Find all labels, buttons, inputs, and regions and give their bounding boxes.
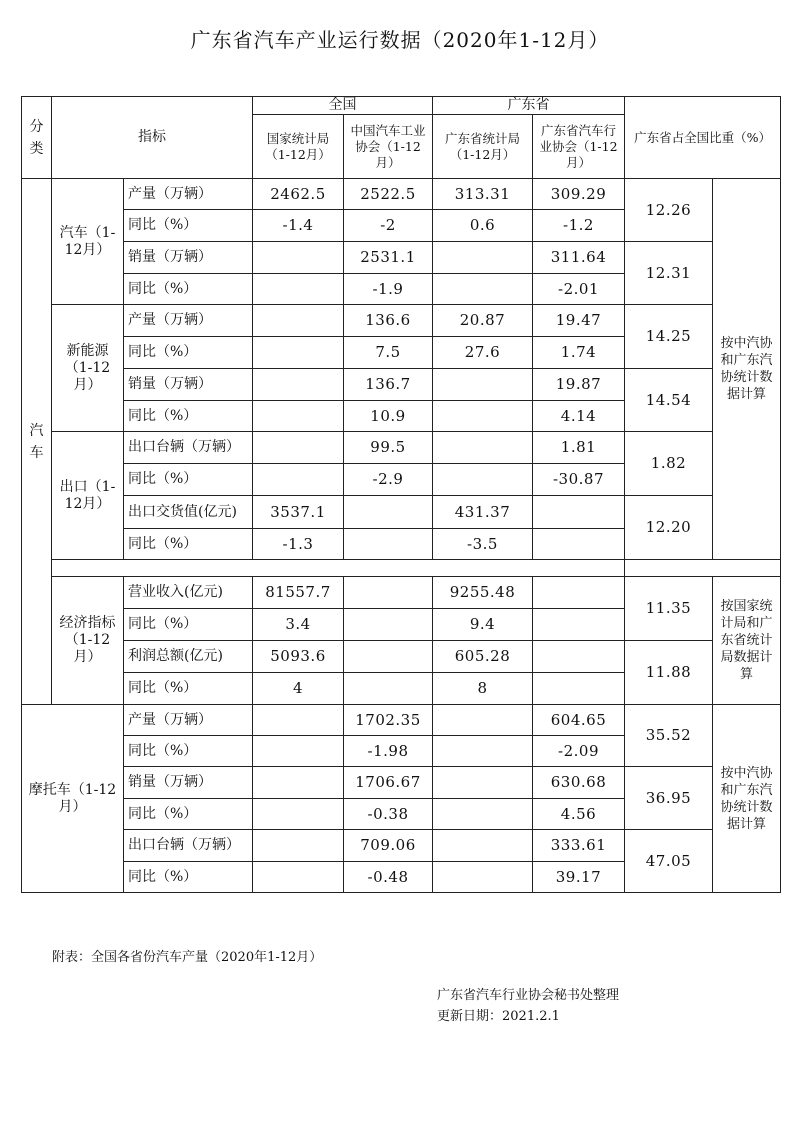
value-gd-stats <box>433 830 533 862</box>
value-gd-stats <box>433 274 533 305</box>
row-label: 销量（万辆） <box>124 369 253 401</box>
value-caam: -1.9 <box>344 274 433 305</box>
organization-note: 广东省汽车行业协会秘书处整理 <box>437 988 620 1003</box>
page-title: 广东省汽车产业运行数据（2020年1-12月） <box>190 28 610 52</box>
share-value: 11.35 <box>625 577 713 641</box>
value-nbs: 3537.1 <box>253 496 344 529</box>
value-gd-stats: 9255.48 <box>433 577 533 609</box>
value-gd-stats: 431.37 <box>433 496 533 529</box>
value-gd-assoc: 630.68 <box>533 767 625 799</box>
value-caam: -0.38 <box>344 799 433 830</box>
value-caam: 2522.5 <box>344 179 433 210</box>
value-gd-stats <box>433 401 533 432</box>
group-export: 出口（1-12月） <box>52 432 124 560</box>
value-gd-stats <box>433 242 533 274</box>
value-gd-stats: 20.87 <box>433 305 533 337</box>
value-caam <box>344 577 433 609</box>
header-gd-assoc: 广东省汽车行业协会（1-12月） <box>533 115 625 179</box>
row-label: 产量（万辆） <box>124 305 253 337</box>
header-caam: 中国汽车工业协会（1-12月） <box>344 115 433 179</box>
share-value: 36.95 <box>625 767 713 830</box>
value-caam: 7.5 <box>344 337 433 369</box>
row-label: 同比（%） <box>124 337 253 369</box>
value-gd-assoc: 311.64 <box>533 242 625 274</box>
value-gd-stats: 0.6 <box>433 210 533 242</box>
value-nbs <box>253 736 344 767</box>
value-gd-stats: 9.4 <box>433 609 533 641</box>
value-gd-assoc <box>533 496 625 529</box>
value-nbs <box>253 799 344 830</box>
row-label: 出口台辆（万辆） <box>124 432 253 464</box>
value-caam <box>344 529 433 560</box>
value-gd-stats: 27.6 <box>433 337 533 369</box>
value-gd-assoc <box>533 641 625 673</box>
header-gd-stats: 广东省统计局（1-12月） <box>433 115 533 179</box>
row-label: 出口台辆（万辆） <box>124 830 253 862</box>
value-caam: -2 <box>344 210 433 242</box>
value-nbs: 5093.6 <box>253 641 344 673</box>
value-caam <box>344 496 433 529</box>
value-nbs: 81557.7 <box>253 577 344 609</box>
header-nbs: 国家统计局（1-12月） <box>253 115 344 179</box>
value-caam: 136.6 <box>344 305 433 337</box>
value-nbs <box>253 767 344 799</box>
row-label: 同比（%） <box>124 401 253 432</box>
value-gd-assoc <box>533 673 625 705</box>
row-label: 利润总额(亿元) <box>124 641 253 673</box>
value-caam: 1706.67 <box>344 767 433 799</box>
update-date: 更新日期：2021.2.1 <box>437 1009 560 1024</box>
section-spacer-share <box>625 560 781 577</box>
value-gd-stats <box>433 705 533 736</box>
value-gd-stats <box>433 432 533 464</box>
value-gd-stats <box>433 862 533 893</box>
value-caam: 136.7 <box>344 369 433 401</box>
value-gd-assoc <box>533 577 625 609</box>
value-caam <box>344 641 433 673</box>
share-value: 14.25 <box>625 305 713 369</box>
group-nev: 新能源（1-12月） <box>52 305 124 432</box>
value-nbs <box>253 305 344 337</box>
value-caam: 1702.35 <box>344 705 433 736</box>
row-label: 同比（%） <box>124 609 253 641</box>
appendix-note: 附表：全国各省份汽车产量（2020年1-12月） <box>52 950 323 965</box>
value-gd-assoc: 4.56 <box>533 799 625 830</box>
row-label: 同比（%） <box>124 736 253 767</box>
value-caam: -2.9 <box>344 464 433 496</box>
value-caam <box>344 609 433 641</box>
value-nbs <box>253 274 344 305</box>
value-gd-assoc: -30.87 <box>533 464 625 496</box>
value-gd-stats: 605.28 <box>433 641 533 673</box>
row-label: 产量（万辆） <box>124 179 253 210</box>
share-value: 12.31 <box>625 242 713 305</box>
value-gd-assoc: 19.47 <box>533 305 625 337</box>
header-indicator: 指标 <box>52 97 253 179</box>
value-caam: -0.48 <box>344 862 433 893</box>
value-gd-stats: 8 <box>433 673 533 705</box>
row-label: 销量（万辆） <box>124 767 253 799</box>
value-gd-stats <box>433 799 533 830</box>
value-gd-assoc: -2.01 <box>533 274 625 305</box>
row-label: 同比（%） <box>124 464 253 496</box>
method-note: 按中汽协和广东汽协统计数据计算 <box>713 705 781 893</box>
value-nbs: 2462.5 <box>253 179 344 210</box>
value-nbs: 4 <box>253 673 344 705</box>
value-nbs <box>253 862 344 893</box>
value-gd-assoc: 333.61 <box>533 830 625 862</box>
value-caam: -1.98 <box>344 736 433 767</box>
value-nbs: 3.4 <box>253 609 344 641</box>
method-note: 按国家统计局和广东省统计局数据计算 <box>713 577 781 705</box>
value-gd-assoc <box>533 529 625 560</box>
value-gd-assoc: 1.74 <box>533 337 625 369</box>
row-label: 营业收入(亿元) <box>124 577 253 609</box>
value-caam: 709.06 <box>344 830 433 862</box>
value-nbs <box>253 242 344 274</box>
value-gd-stats: -3.5 <box>433 529 533 560</box>
value-gd-assoc: 4.14 <box>533 401 625 432</box>
group-moto: 摩托车（1-12月） <box>22 705 124 893</box>
value-nbs <box>253 830 344 862</box>
row-label: 同比（%） <box>124 529 253 560</box>
share-value: 35.52 <box>625 705 713 767</box>
value-gd-stats <box>433 464 533 496</box>
value-nbs <box>253 705 344 736</box>
value-gd-assoc: 19.87 <box>533 369 625 401</box>
value-gd-assoc <box>533 609 625 641</box>
value-caam <box>344 673 433 705</box>
value-nbs <box>253 464 344 496</box>
value-gd-stats <box>433 767 533 799</box>
category-auto: 汽车 <box>22 179 52 705</box>
value-gd-assoc: 1.81 <box>533 432 625 464</box>
share-value: 12.26 <box>625 179 713 242</box>
header-category: 分类 <box>22 97 52 179</box>
value-gd-stats: 313.31 <box>433 179 533 210</box>
row-label: 同比（%） <box>124 799 253 830</box>
value-nbs <box>253 401 344 432</box>
section-spacer <box>52 560 625 577</box>
row-label: 同比（%） <box>124 673 253 705</box>
value-gd-stats <box>433 369 533 401</box>
row-label: 同比（%） <box>124 862 253 893</box>
value-gd-assoc: 604.65 <box>533 705 625 736</box>
value-caam: 2531.1 <box>344 242 433 274</box>
row-label: 出口交货值(亿元) <box>124 496 253 529</box>
value-nbs <box>253 337 344 369</box>
row-label: 同比（%） <box>124 210 253 242</box>
value-nbs: -1.3 <box>253 529 344 560</box>
row-label: 同比（%） <box>124 274 253 305</box>
share-value: 47.05 <box>625 830 713 893</box>
value-gd-assoc: -2.09 <box>533 736 625 767</box>
data-table <box>21 96 781 893</box>
value-nbs: -1.4 <box>253 210 344 242</box>
share-value: 1.82 <box>625 432 713 496</box>
header-national: 全国 <box>253 97 433 115</box>
group-econ: 经济指标（1-12月） <box>52 577 124 705</box>
header-guangdong: 广东省 <box>433 97 625 115</box>
value-caam: 10.9 <box>344 401 433 432</box>
share-value: 14.54 <box>625 369 713 432</box>
value-gd-stats <box>433 736 533 767</box>
share-value: 12.20 <box>625 496 713 560</box>
value-gd-assoc: 39.17 <box>533 862 625 893</box>
value-nbs <box>253 369 344 401</box>
value-nbs <box>253 432 344 464</box>
value-gd-assoc: -1.2 <box>533 210 625 242</box>
value-caam: 99.5 <box>344 432 433 464</box>
row-label: 销量（万辆） <box>124 242 253 274</box>
value-gd-assoc: 309.29 <box>533 179 625 210</box>
method-note: 按中汽协和广东汽协统计数据计算 <box>713 179 781 560</box>
share-value: 11.88 <box>625 641 713 705</box>
group-car: 汽车（1-12月） <box>52 179 124 305</box>
row-label: 产量（万辆） <box>124 705 253 736</box>
header-share: 广东省占全国比重（%） <box>625 97 781 179</box>
